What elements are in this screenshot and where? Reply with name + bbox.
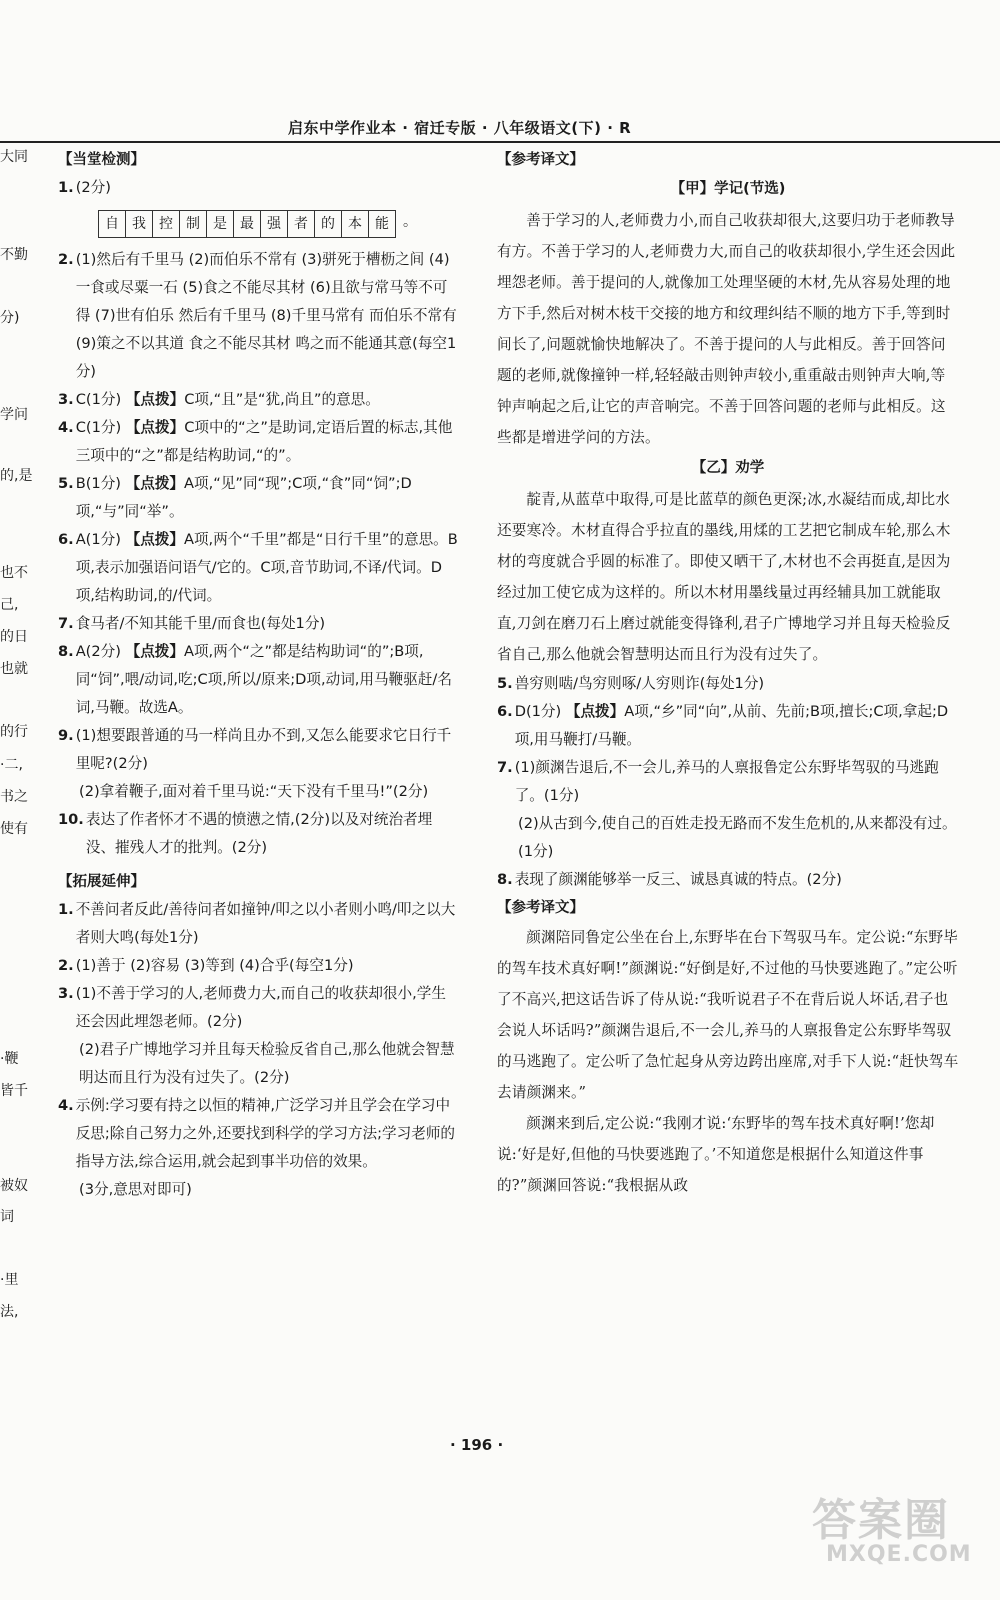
question-number: 5. xyxy=(497,675,513,692)
question-text: 不善问者反此/善待问者如撞钟/叩之以小者则小鸣/叩之以大者则大鸣(每处1分) xyxy=(75,901,456,946)
question-3 xyxy=(58,386,458,414)
margin-fragment: 皆千 xyxy=(0,1083,28,1099)
margin-fragment: 也不 xyxy=(0,565,28,581)
passage-title-jia: 【甲】学记(节选) xyxy=(670,181,786,197)
answer: A(1分) xyxy=(75,531,126,548)
question-r6 xyxy=(497,698,959,754)
question-r7 xyxy=(497,754,959,810)
question-6 xyxy=(58,526,458,610)
left-column xyxy=(58,146,458,1204)
question-text: (1)想要跟普通的马一样尚且办不到,又怎么能要求它日行千里呢?(2分) xyxy=(75,727,452,772)
question-text: (1)不善于学习的人,老师费力大,而自己的收获却很小,学生还会因此埋怨老师。(2分) xyxy=(75,985,446,1030)
char-box: 制 xyxy=(179,210,207,238)
hint-tag: 【点拨】 xyxy=(565,703,625,720)
section-title-tuozhan: 【拓展延伸】 xyxy=(58,874,145,890)
question-text: 示例:学习要有持之以恒的精神,广泛学习并且学会在学习中反思;除自己努力之外,还要找到科学的学习方法;学习老师的指导方法,综合运用,就会起到事半功倍的效果。 xyxy=(75,1097,456,1170)
answer: C(1分) xyxy=(75,391,126,408)
question-number: 4. xyxy=(58,419,74,436)
question-r5 xyxy=(497,670,959,698)
extension-4 xyxy=(58,1092,458,1176)
question-number: 2. xyxy=(58,957,74,974)
question-4 xyxy=(58,414,458,470)
question-text: 食马者/不知其能千里/而食也(每处1分) xyxy=(75,615,326,632)
section-title-dangtang: 【当堂检测】 xyxy=(58,152,145,168)
margin-fragment: 法, xyxy=(0,1304,19,1320)
translation-yi: 靛青,从蓝草中取得,可是比蓝草的颜色更深;冰,水凝结而成,却比水还要寒冷。木材直得合乎拉直的墨线,用煣的工艺把它制成车轮,那么木材的弯度就合乎圆的标准了。即使又晒干了,木材也不会再挺直,是因为经过加工使它成为这样的。所以木材用墨线量过再经辅具加工就能取直,刀剑在磨刀石上磨过就能变得锋利,君子广博地学习并且每天检验反省自己,那么他就会智慧明达而且行为没有过失了。 xyxy=(497,491,951,663)
question-number: 2. xyxy=(58,251,74,268)
char-box: 是 xyxy=(206,210,234,238)
hint-text: C项中的“之”是助词,定语后置的标志,其他三项中的“之”都是结构助词,“的”。 xyxy=(75,419,453,464)
right-column xyxy=(497,146,959,1201)
header-rule xyxy=(0,141,1000,143)
question-r7-part-2: (2)从古到今,使自己的百姓走投无路而不发生危机的,从来都没有过。(1分) xyxy=(518,815,957,860)
section-title-reference-translation: 【参考译文】 xyxy=(497,152,584,168)
margin-fragment: 书之 xyxy=(0,789,28,805)
question-number: 7. xyxy=(497,759,513,776)
hint-tag: 【点拨】 xyxy=(125,419,185,436)
question-text: (1)然后有千里马 (2)而伯乐不常有 (3)骈死于槽枥之间 (4)一食或尽粟一石 (5)食之不能尽其材 (6)且欲与常马等不可得 (7)世有伯乐 然后有千里马 (8)千里马常有 而伯乐不常有 (9)策之不以其道 食之不能尽其材 鸣之而不能通其意(每空1分) xyxy=(75,251,457,380)
margin-fragment: 学问 xyxy=(0,407,28,423)
char-box: 本 xyxy=(341,210,369,238)
char-box: 能 xyxy=(368,210,396,238)
hint-text: A项,“见”同“现”;C项,“食”同“饲”;D项,“与”同“举”。 xyxy=(75,475,412,520)
extension-3 xyxy=(58,980,458,1036)
extension-2 xyxy=(58,952,458,980)
question-number: 9. xyxy=(58,727,74,744)
page-number: · 196 · xyxy=(450,1436,504,1454)
char-box: 者 xyxy=(287,210,315,238)
question-text: 兽穷则啮/鸟穷则啄/人穷则诈(每处1分) xyxy=(514,675,765,692)
question-1 xyxy=(58,174,458,202)
translation-yanyuan-p1: 颜渊陪同鲁定公坐在台上,东野毕在台下驾驭马车。定公说:“东野毕的驾车技术真好啊!”颜渊说:“好倒是好,不过他的马快要逃跑了。”定公听了不高兴,把这话告诉了侍从说:“我听说君子不在背后说人坏话,君子也会说人坏话吗?”颜渊告退后,不一会儿,养马的人禀报鲁定公东野毕驾驭的马逃跑了。定公听了急忙起身从旁边跨出座席,对手下人说:“赶快驾车去请颜渊来。” xyxy=(497,929,959,1101)
answer: A(2分) xyxy=(75,643,126,660)
margin-fragment: 不勤 xyxy=(0,247,28,263)
margin-fragment: 的,是 xyxy=(0,468,33,484)
question-number: 1. xyxy=(58,901,74,918)
margin-fragment: 词 xyxy=(0,1209,14,1225)
question-8 xyxy=(58,638,458,722)
margin-fragment: 使有 xyxy=(0,821,28,837)
margin-fragment: 的行 xyxy=(0,724,28,740)
hint-text: A项,两个“千里”都是“日行千里”的意思。B项,表示加强语问语气/它的。C项,音节助词,不译/代词。D项,结构助词,的/代词。 xyxy=(75,531,458,604)
translation-yanyuan-p2: 颜渊来到后,定公说:“我刚才说:‘东野毕的驾车技术真好啊!’您却说:‘好是好,但他的马快要逃跑了。’不知道您是根据什么知道这件事的?”颜渊回答说:“我根据从政 xyxy=(497,1115,935,1194)
hint-text: A项,两个“之”都是结构助词“的”;B项,同“饲”,喂/动词,吃;C项,所以/原来;D项,动词,用马鞭驱赶/名词,马鞭。故选A。 xyxy=(75,643,452,716)
answer: C(1分) xyxy=(75,419,126,436)
margin-fragment: 分) xyxy=(0,310,20,326)
question-r8 xyxy=(497,866,959,894)
question-7 xyxy=(58,610,458,638)
hint-tag: 【点拨】 xyxy=(125,475,185,492)
extension-4-note: (3分,意思对即可) xyxy=(79,1181,192,1198)
question-number: 7. xyxy=(58,615,74,632)
question-number: 8. xyxy=(497,871,513,888)
page-header: 启东中学作业本 · 宿迁专版 · 八年级语文(下) · R xyxy=(288,119,632,137)
question-text: 表现了颜渊能够举一反三、诚恳真诚的特点。(2分) xyxy=(514,871,842,888)
margin-fragment: ·鞭 xyxy=(0,1051,19,1067)
answer: D(1分) xyxy=(514,703,566,720)
character-box-row xyxy=(98,210,458,238)
margin-fragment: 大同 xyxy=(0,149,28,165)
question-number: 4. xyxy=(58,1097,74,1114)
margin-fragment: ·二, xyxy=(0,757,23,773)
margin-fragment: 也就 xyxy=(0,661,28,677)
question-9 xyxy=(58,722,458,778)
char-box: 控 xyxy=(152,210,180,238)
question-number: 8. xyxy=(58,643,74,660)
question-number: 6. xyxy=(497,703,513,720)
question-text: 表达了作者怀才不遇的愤懑之情,(2分)以及对统治者埋没、摧残人才的批判。(2分) xyxy=(85,811,433,856)
question-10 xyxy=(58,806,458,862)
hint-text: C项,“且”是“犹,尚且”的意思。 xyxy=(184,391,380,408)
hint-text: A项,“乡”同“向”,从前、先前;B项,擅长;C项,拿起;D项,用马鞭打/马鞭。 xyxy=(514,703,949,748)
watermark-logo xyxy=(812,1484,988,1584)
char-box: 自 xyxy=(98,210,126,238)
question-9-part-2: (2)拿着鞭子,面对着千里马说:“天下没有千里马!”(2分) xyxy=(79,783,429,800)
question-number: 6. xyxy=(58,531,74,548)
extension-1 xyxy=(58,896,458,952)
question-text: (1)善于 (2)容易 (3)等到 (4)合乎(每空1分) xyxy=(75,957,354,974)
margin-fragment: 己, xyxy=(0,597,19,613)
char-box-period: 。 xyxy=(403,214,417,230)
question-2 xyxy=(58,246,458,386)
margin-fragment: 被奴 xyxy=(0,1178,28,1194)
question-number: 3. xyxy=(58,391,74,408)
char-box: 最 xyxy=(233,210,261,238)
char-box: 强 xyxy=(260,210,288,238)
question-text: (1)颜渊告退后,不一会儿,养马的人禀报鲁定公东野毕驾驭的马逃跑了。(1分) xyxy=(514,759,939,804)
question-number: 1. xyxy=(58,179,74,196)
question-5 xyxy=(58,470,458,526)
char-box: 的 xyxy=(314,210,342,238)
extension-3-part-2: (2)君子广博地学习并且每天检验反省自己,那么他就会智慧明达而且行为没有过失了。(2分) xyxy=(79,1041,455,1086)
answer: B(1分) xyxy=(75,475,126,492)
question-number: 10. xyxy=(58,811,84,828)
watermark-url: MXQE.COM xyxy=(826,1542,972,1567)
margin-fragment: ·里 xyxy=(0,1272,19,1288)
hint-tag: 【点拨】 xyxy=(125,531,184,548)
section-title-reference-translation-2: 【参考译文】 xyxy=(497,900,584,916)
hint-tag: 【点拨】 xyxy=(125,391,185,408)
watermark-text: 答案圈 xyxy=(812,1495,950,1546)
char-box: 我 xyxy=(125,210,153,238)
passage-title-yi: 【乙】劝学 xyxy=(691,460,765,476)
question-number: 3. xyxy=(58,985,74,1002)
question-text: (2分) xyxy=(75,179,111,196)
hint-tag: 【点拨】 xyxy=(125,643,184,660)
question-number: 5. xyxy=(58,475,74,492)
margin-fragment: 的日 xyxy=(0,629,28,645)
translation-jia: 善于学习的人,老师费力小,而自己收获却很大,这要归功于老师教导有方。不善于学习的人,老师费力大,而自己的收获却很小,学生还会因此埋怨老师。善于提问的人,就像加工处理坚硬的木材,先从容易处理的地方下手,然后对树木枝干交接的地方和纹理纠结不顺的地方下手,等到时间长了,问题就愉快地解决了。不善于提问的人与此相反。善于回答问题的老师,就像撞钟一样,轻轻敲击则钟声较小,重重敲击则钟声大响,等钟声响起之后,让它的声音响完。不善于回答问题的老师与此相反。这些都是增进学问的方法。 xyxy=(497,212,956,446)
